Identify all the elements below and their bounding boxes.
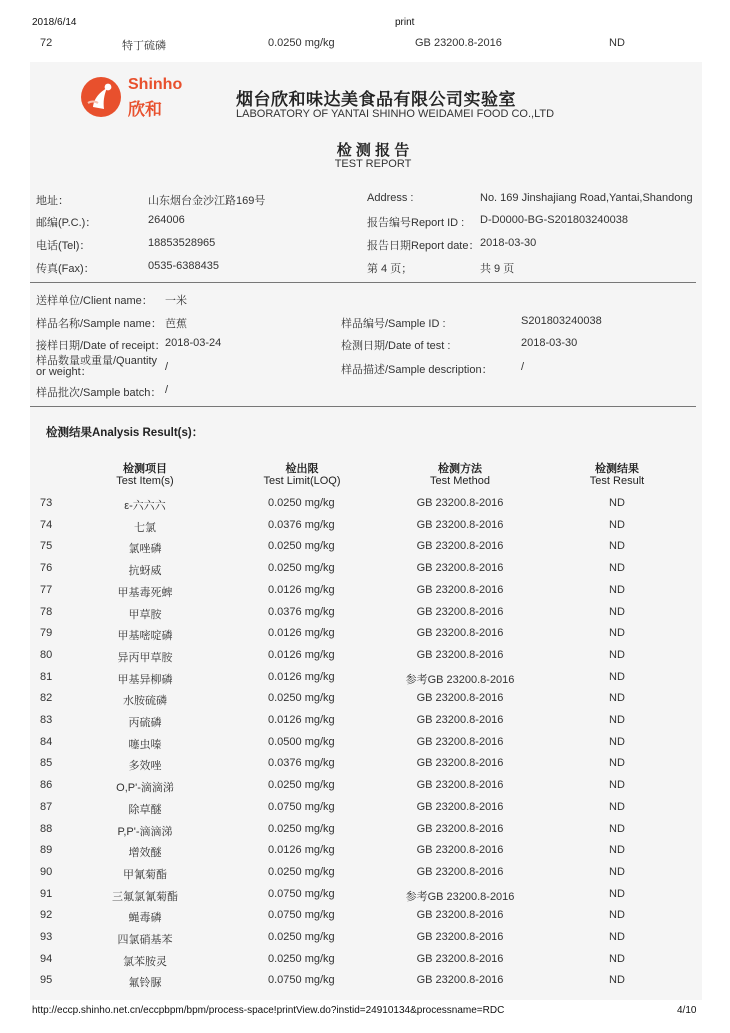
sample-name-value: 芭蕉 bbox=[165, 318, 187, 330]
cell-result: ND bbox=[609, 909, 625, 921]
cell-method: 参考GB 23200.8-2016 bbox=[405, 674, 515, 686]
cell-no: 74 bbox=[40, 519, 53, 531]
top-row-item: 特丁硫磷 bbox=[122, 40, 166, 52]
cell-item: 增效醚 bbox=[128, 847, 162, 859]
cell-method: GB 23200.8-2016 bbox=[416, 497, 504, 509]
cell-no: 85 bbox=[40, 757, 53, 769]
cell-method: GB 23200.8-2016 bbox=[416, 584, 504, 596]
cell-limit: 0.0250 mg/kg bbox=[268, 823, 335, 835]
cell-item: 氯苯胺灵 bbox=[123, 956, 167, 968]
cell-limit: 0.0250 mg/kg bbox=[268, 953, 335, 965]
top-row-limit: 0.0250 mg/kg bbox=[268, 37, 335, 49]
cell-limit: 0.0750 mg/kg bbox=[268, 888, 335, 900]
cell-no: 84 bbox=[40, 736, 53, 748]
cell-no: 93 bbox=[40, 931, 53, 943]
description-label: 样品描述/Sample description： bbox=[341, 364, 493, 376]
results-section-title: 检测结果Analysis Result(s)： bbox=[46, 427, 204, 439]
cell-method: GB 23200.8-2016 bbox=[416, 801, 504, 813]
report-title-en: TEST REPORT bbox=[334, 158, 412, 170]
cell-limit: 0.0250 mg/kg bbox=[268, 931, 335, 943]
cell-result: ND bbox=[609, 844, 625, 856]
cell-limit: 0.0500 mg/kg bbox=[268, 736, 335, 748]
tel-value: 18853528965 bbox=[148, 237, 216, 249]
cell-no: 77 bbox=[40, 584, 53, 596]
report-date-label: 报告日期Report date： bbox=[367, 240, 480, 252]
address-value: 山东烟台金沙江路169号 bbox=[148, 195, 266, 207]
cell-item: 氟铃脲 bbox=[128, 977, 162, 989]
cell-method: GB 23200.8-2016 bbox=[416, 931, 504, 943]
cell-limit: 0.0250 mg/kg bbox=[268, 540, 335, 552]
cell-item: ε-六六六 bbox=[124, 500, 166, 512]
cell-result: ND bbox=[609, 931, 625, 943]
print-title: print bbox=[395, 17, 415, 28]
client-label: 送样单位/Client name： bbox=[36, 295, 153, 307]
cell-result: ND bbox=[609, 888, 625, 900]
cell-limit: 0.0250 mg/kg bbox=[268, 497, 335, 509]
cell-no: 94 bbox=[40, 953, 53, 965]
cell-no: 88 bbox=[40, 823, 53, 835]
print-date: 2018/6/14 bbox=[32, 17, 77, 28]
shinho-logo-icon bbox=[80, 76, 126, 118]
shinho-logo bbox=[80, 76, 183, 120]
cell-method: GB 23200.8-2016 bbox=[416, 974, 504, 986]
cell-result: ND bbox=[609, 974, 625, 986]
cell-limit: 0.0250 mg/kg bbox=[268, 866, 335, 878]
cell-method: GB 23200.8-2016 bbox=[416, 757, 504, 769]
cell-item: 甲基异柳磷 bbox=[117, 674, 173, 686]
cell-result: ND bbox=[609, 736, 625, 748]
cell-no: 82 bbox=[40, 692, 53, 704]
lab-name-cn: 烟台欣和味达美食品有限公司实验室 bbox=[236, 90, 516, 109]
header-result-en: Test Result bbox=[589, 475, 645, 487]
quantity-value: / bbox=[165, 361, 169, 373]
cell-no: 83 bbox=[40, 714, 53, 726]
cell-result: ND bbox=[609, 671, 625, 683]
report-no-value: D-D0000-BG-S201803240038 bbox=[480, 214, 628, 226]
address-en-value: No. 169 Jinshajiang Road,Yantai,Shandong bbox=[480, 192, 693, 204]
cell-no: 80 bbox=[40, 649, 53, 661]
cell-method: GB 23200.8-2016 bbox=[416, 866, 504, 878]
cell-item: O,P'-滴滴涕 bbox=[116, 782, 174, 794]
cell-result: ND bbox=[609, 562, 625, 574]
cell-method: GB 23200.8-2016 bbox=[416, 844, 504, 856]
cell-result: ND bbox=[609, 627, 625, 639]
cell-limit: 0.0126 mg/kg bbox=[268, 844, 335, 856]
sample-id-label: 样品编号/Sample ID : bbox=[341, 318, 446, 330]
client-value: 一米 bbox=[165, 295, 187, 307]
cell-limit: 0.0126 mg/kg bbox=[268, 584, 335, 596]
cell-method: GB 23200.8-2016 bbox=[416, 736, 504, 748]
cell-limit: 0.0126 mg/kg bbox=[268, 627, 335, 639]
cell-method: GB 23200.8-2016 bbox=[416, 953, 504, 965]
cell-method: GB 23200.8-2016 bbox=[416, 540, 504, 552]
cell-no: 73 bbox=[40, 497, 53, 509]
print-page: 4/10 bbox=[677, 1005, 697, 1016]
cell-item: 甲基嘧啶磷 bbox=[117, 630, 173, 642]
page-total: 共 9 页 bbox=[480, 263, 515, 275]
header-item-cn: 检测项目 bbox=[123, 463, 167, 475]
cell-method: GB 23200.8-2016 bbox=[416, 606, 504, 618]
pc-label: 邮编(P.C.)： bbox=[36, 217, 97, 229]
cell-item: 异丙甲草胺 bbox=[117, 652, 173, 664]
cell-item: 甲基毒死蜱 bbox=[117, 587, 173, 599]
cell-item: 氯唑磷 bbox=[128, 543, 162, 555]
cell-no: 81 bbox=[40, 671, 53, 683]
fax-value: 0535-6388435 bbox=[148, 260, 219, 272]
cell-limit: 0.0750 mg/kg bbox=[268, 909, 335, 921]
cell-result: ND bbox=[609, 649, 625, 661]
divider bbox=[30, 406, 696, 407]
sample-name-label: 样品名称/Sample name： bbox=[36, 318, 162, 330]
cell-method: GB 23200.8-2016 bbox=[416, 692, 504, 704]
header-method-en: Test Method bbox=[430, 475, 490, 487]
cell-item: 除草醚 bbox=[128, 804, 162, 816]
cell-no: 87 bbox=[40, 801, 53, 813]
cell-limit: 0.0750 mg/kg bbox=[268, 974, 335, 986]
cell-no: 76 bbox=[40, 562, 53, 574]
cell-item: 甲草胺 bbox=[128, 609, 162, 621]
divider bbox=[30, 282, 696, 283]
cell-result: ND bbox=[609, 779, 625, 791]
top-row-method: GB 23200.8-2016 bbox=[415, 37, 502, 49]
cell-limit: 0.0250 mg/kg bbox=[268, 692, 335, 704]
cell-no: 86 bbox=[40, 779, 53, 791]
quantity-label-1: 样品数量或重量/Quantity bbox=[36, 355, 158, 367]
logo-text-en: Shinho bbox=[128, 76, 183, 93]
cell-item: 七氯 bbox=[134, 522, 156, 534]
header-item-en: Test Item(s) bbox=[116, 475, 174, 487]
test-date-label: 检测日期/Date of test : bbox=[341, 340, 451, 352]
cell-limit: 0.0376 mg/kg bbox=[268, 606, 335, 618]
top-row-no: 72 bbox=[40, 37, 53, 49]
cell-item: 抗蚜威 bbox=[128, 565, 162, 577]
cell-method: GB 23200.8-2016 bbox=[416, 519, 504, 531]
cell-no: 91 bbox=[40, 888, 53, 900]
cell-no: 79 bbox=[40, 627, 53, 639]
cell-result: ND bbox=[609, 692, 625, 704]
cell-limit: 0.0376 mg/kg bbox=[268, 757, 335, 769]
cell-no: 75 bbox=[40, 540, 53, 552]
pc-value: 264006 bbox=[148, 214, 185, 226]
print-url: http://eccp.shinho.net.cn/eccpbpm/bpm/process-space!printView.do?instid=24910134&processname=RDC bbox=[32, 1005, 505, 1016]
description-value: / bbox=[521, 361, 525, 373]
cell-result: ND bbox=[609, 866, 625, 878]
cell-limit: 0.0250 mg/kg bbox=[268, 562, 335, 574]
cell-result: ND bbox=[609, 497, 625, 509]
header-limit-cn: 检出限 bbox=[285, 463, 319, 475]
cell-limit: 0.0250 mg/kg bbox=[268, 779, 335, 791]
cell-limit: 0.0126 mg/kg bbox=[268, 671, 335, 683]
cell-no: 90 bbox=[40, 866, 53, 878]
cell-no: 95 bbox=[40, 974, 53, 986]
cell-item: 丙硫磷 bbox=[128, 717, 162, 729]
cell-item: 三氟氯氰菊酯 bbox=[112, 891, 178, 903]
cell-limit: 0.0126 mg/kg bbox=[268, 714, 335, 726]
receipt-value: 2018-03-24 bbox=[165, 337, 222, 349]
cell-method: 参考GB 23200.8-2016 bbox=[405, 891, 515, 903]
logo-text-cn: 欣和 bbox=[128, 100, 162, 120]
cell-item: 蝇毒磷 bbox=[128, 912, 162, 924]
cell-method: GB 23200.8-2016 bbox=[416, 779, 504, 791]
cell-item: 水胺硫磷 bbox=[123, 695, 167, 707]
tel-label: 电话(Tel)： bbox=[36, 240, 91, 252]
cell-method: GB 23200.8-2016 bbox=[416, 823, 504, 835]
cell-no: 89 bbox=[40, 844, 53, 856]
sample-id-value: S201803240038 bbox=[521, 315, 602, 327]
page-number: 第 4 页； bbox=[367, 263, 413, 275]
header-method-cn: 检测方法 bbox=[438, 463, 482, 475]
cell-item: 甲氰菊酯 bbox=[123, 869, 167, 881]
batch-label: 样品批次/Sample batch： bbox=[36, 387, 162, 399]
cell-result: ND bbox=[609, 519, 625, 531]
lab-name-en: LABORATORY OF YANTAI SHINHO WEIDAMEI FOOD CO.,LTD bbox=[236, 108, 555, 120]
report-no-label: 报告编号Report ID : bbox=[367, 217, 465, 229]
cell-method: GB 23200.8-2016 bbox=[416, 649, 504, 661]
header-limit-en: Test Limit(LOQ) bbox=[263, 475, 341, 487]
cell-result: ND bbox=[609, 757, 625, 769]
address-en-label: Address : bbox=[367, 192, 414, 204]
cell-result: ND bbox=[609, 953, 625, 965]
cell-method: GB 23200.8-2016 bbox=[416, 627, 504, 639]
top-row-result: ND bbox=[609, 37, 625, 49]
address-label: 地址： bbox=[36, 195, 69, 207]
cell-no: 92 bbox=[40, 909, 53, 921]
header-result-cn: 检测结果 bbox=[595, 463, 639, 475]
cell-result: ND bbox=[609, 606, 625, 618]
fax-label: 传真(Fax)： bbox=[36, 263, 95, 275]
cell-method: GB 23200.8-2016 bbox=[416, 562, 504, 574]
cell-item: 四氯硝基苯 bbox=[117, 934, 173, 946]
cell-limit: 0.0750 mg/kg bbox=[268, 801, 335, 813]
cell-method: GB 23200.8-2016 bbox=[416, 714, 504, 726]
cell-result: ND bbox=[609, 801, 625, 813]
cell-limit: 0.0376 mg/kg bbox=[268, 519, 335, 531]
cell-result: ND bbox=[609, 540, 625, 552]
cell-result: ND bbox=[609, 584, 625, 596]
test-date-value: 2018-03-30 bbox=[521, 337, 578, 349]
quantity-label-2: or weight： bbox=[36, 366, 92, 378]
cell-method: GB 23200.8-2016 bbox=[416, 909, 504, 921]
batch-value: / bbox=[165, 384, 169, 396]
cell-limit: 0.0126 mg/kg bbox=[268, 649, 335, 661]
cell-item: 多效唑 bbox=[128, 760, 162, 772]
cell-no: 78 bbox=[40, 606, 53, 618]
cell-item: P,P'-滴滴涕 bbox=[117, 826, 173, 838]
report-title-cn: 检 测 报 告 bbox=[336, 142, 410, 159]
receipt-label: 接样日期/Date of receipt： bbox=[36, 340, 166, 352]
cell-result: ND bbox=[609, 823, 625, 835]
cell-item: 噻虫嗪 bbox=[128, 739, 162, 751]
report-date-value: 2018-03-30 bbox=[480, 237, 537, 249]
cell-result: ND bbox=[609, 714, 625, 726]
